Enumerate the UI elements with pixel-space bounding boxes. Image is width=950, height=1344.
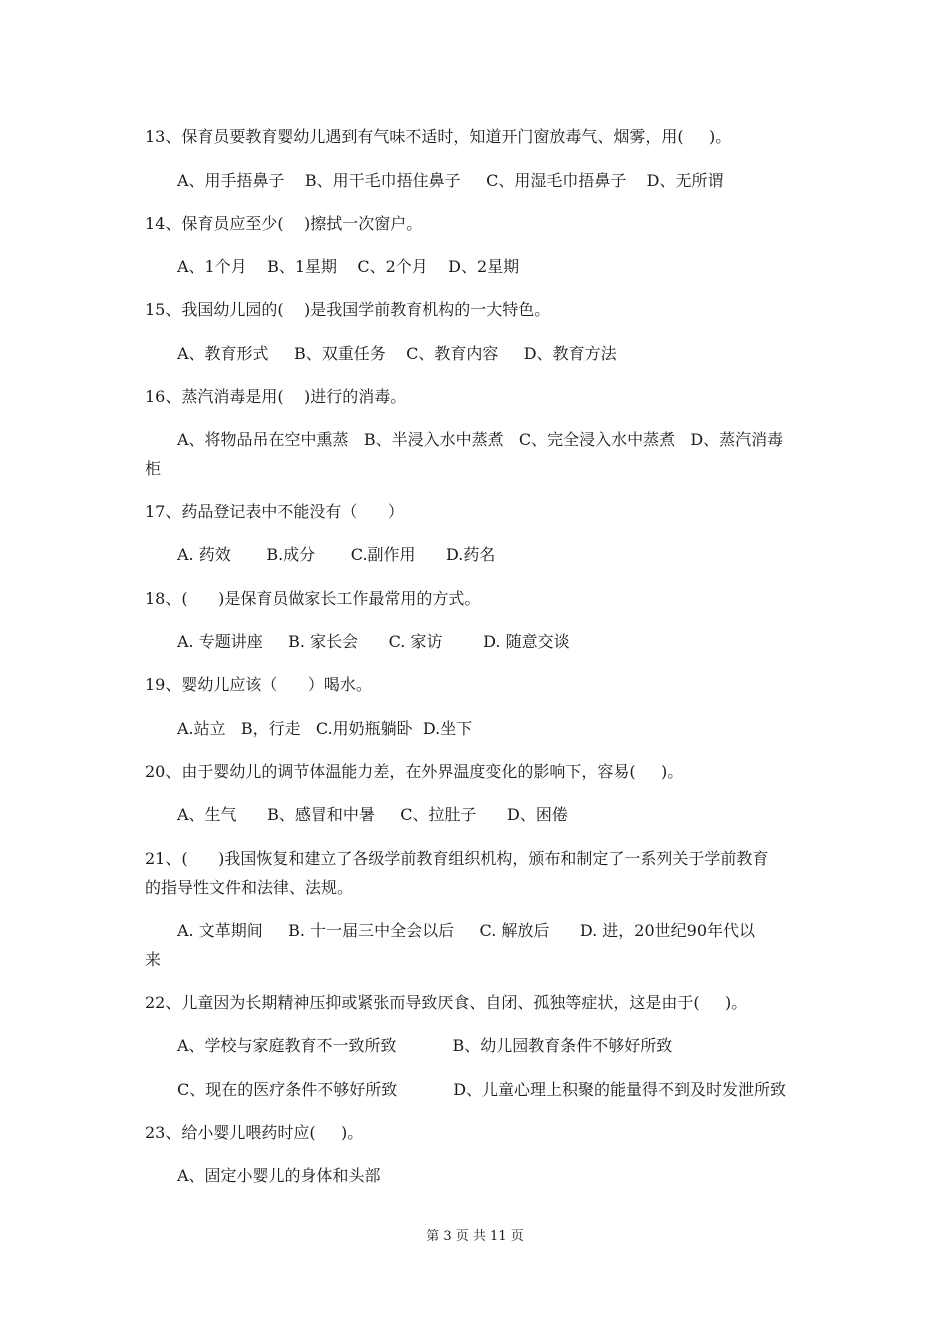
question-17: 17、药品登记表中不能没有（ ） xyxy=(145,502,404,521)
question-22-options-row2: C、现在的医疗条件不够好所致 D、儿童心理上积聚的能量得不到及时发泄所致 xyxy=(177,1080,787,1099)
question-17-options: A. 药效 B.成分 C.副作用 D.药名 xyxy=(177,545,496,564)
question-21-continued: 的指导性文件和法律、法规。 xyxy=(145,878,354,897)
question-13-options: A、用手捂鼻子 B、用干毛巾捂住鼻子 C、用湿毛巾捂鼻子 D、无所谓 xyxy=(177,171,724,190)
question-16-options: A、将物品吊在空中熏蒸 B、半浸入水中蒸煮 C、完全浸入水中蒸煮 D、蒸汽消毒 xyxy=(177,430,784,449)
question-22-options-row1: A、学校与家庭教育不一致所致 B、幼儿园教育条件不够好所致 xyxy=(177,1036,673,1055)
question-16: 16、蒸汽消毒是用( )进行的消毒。 xyxy=(145,387,407,406)
question-22: 22、儿童因为长期精神压抑或紧张而导致厌食、自闭、孤独等症状，这是由于( )。 xyxy=(145,993,748,1012)
question-15: 15、我国幼儿园的( )是我国学前教育机构的一大特色。 xyxy=(145,300,551,319)
question-18: 18、( )是保育员做家长工作最常用的方式。 xyxy=(145,589,481,608)
question-21: 21、( )我国恢复和建立了各级学前教育组织机构，颁布和制定了一系列关于学前教育 xyxy=(145,849,769,868)
question-21-options-continued: 来 xyxy=(145,950,162,969)
page-footer: 第 3 页 共 11 页 xyxy=(426,1229,524,1244)
question-21-options: A. 文革期间 B. 十一届三中全会以后 C. 解放后 D. 进，20世纪90年代以 xyxy=(177,921,756,940)
question-16-options-continued: 柜 xyxy=(145,459,162,478)
question-15-options: A、教育形式 B、双重任务 C、教育内容 D、教育方法 xyxy=(177,344,617,363)
question-19-options: A.站立 B，行走 C.用奶瓶躺卧 D.坐下 xyxy=(177,719,473,738)
question-23: 23、给小婴儿喂药时应( )。 xyxy=(145,1123,364,1142)
question-20: 20、由于婴幼儿的调节体温能力差，在外界温度变化的影响下，容易( )。 xyxy=(145,762,684,781)
question-20-options: A、生气 B、感冒和中暑 C、拉肚子 D、困倦 xyxy=(177,805,568,824)
question-23-options: A、固定小婴儿的身体和头部 xyxy=(177,1166,381,1185)
question-19: 19、婴幼儿应该（ ）喝水。 xyxy=(145,675,372,694)
question-14-options: A、1个月 B、1星期 C、2个月 D、2星期 xyxy=(177,257,520,276)
question-13: 13、保育员要教育婴幼儿遇到有气味不适时，知道开门窗放毒气、烟雾，用( )。 xyxy=(145,127,732,146)
question-18-options: A. 专题讲座 B. 家长会 C. 家访 D. 随意交谈 xyxy=(177,632,570,651)
question-14: 14、保育员应至少( )擦拭一次窗户。 xyxy=(145,214,423,233)
